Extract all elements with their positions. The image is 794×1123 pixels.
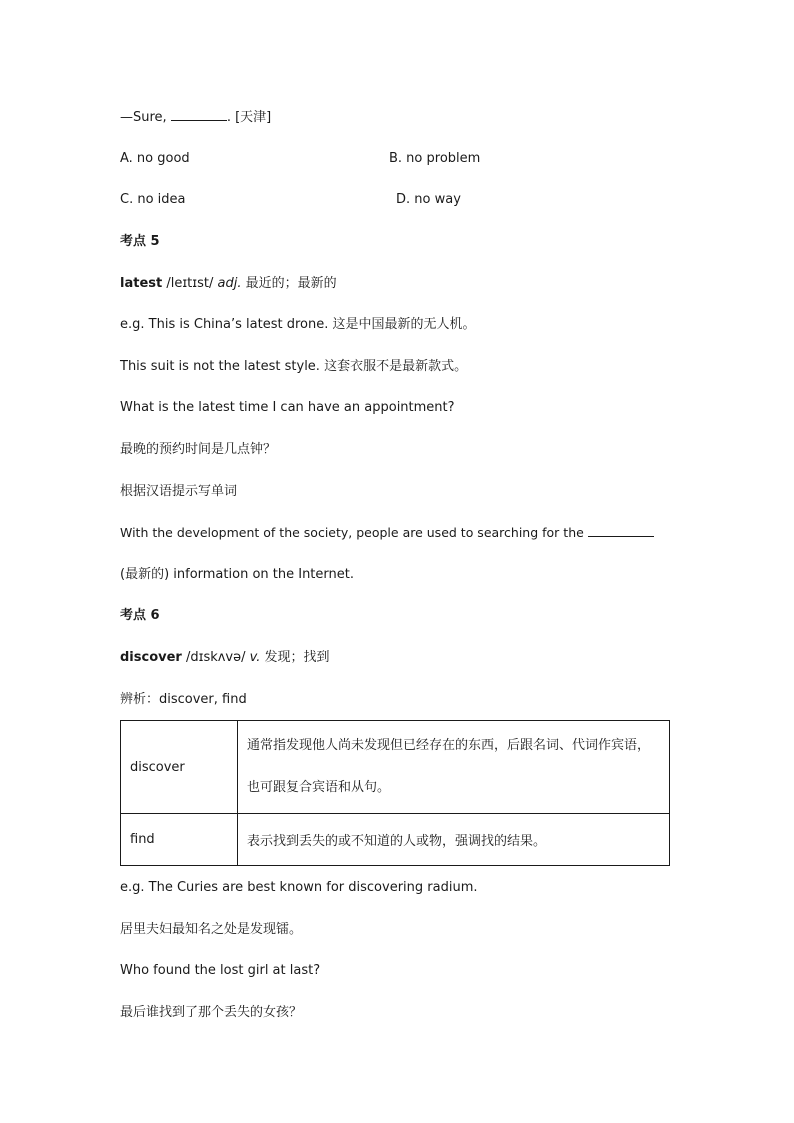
definition: 最近的；最新的 <box>241 276 337 291</box>
desc-line: 通常指发现他人尚未发现但已经存在的东西，后跟名词、代词作宾语， <box>247 738 651 753</box>
section-heading-6: 考点 6 <box>120 608 160 623</box>
definition: 发现；找到 <box>260 650 330 665</box>
headword: discover <box>120 650 182 665</box>
question-stem <box>120 108 271 127</box>
example-translation: 最晚的预约时间是几点钟？ <box>120 442 277 457</box>
fill-in-sentence-cont: (最新的) information on the Internet. <box>120 567 354 582</box>
option-a: A. no good <box>120 151 190 166</box>
desc-line: 也可跟复合宾语和从句。 <box>247 780 391 795</box>
exercise-instruction: 根据汉语提示写单词 <box>120 484 238 499</box>
analysis-heading: 辨析：discover, find <box>120 692 247 707</box>
example-sentence: What is the latest time I can have an appointment? <box>120 400 455 415</box>
phonetic: /leɪtɪst/ <box>162 276 218 291</box>
comparison-table <box>120 720 670 866</box>
fill-in-text: With the development of the society, people are used to searching for the <box>120 525 588 540</box>
table-cell-word: discover <box>121 721 238 814</box>
option-d: D. no way <box>396 192 461 207</box>
option-b: B. no problem <box>389 151 481 166</box>
table-row <box>121 814 670 866</box>
fill-in-sentence <box>120 524 654 542</box>
section-heading-5: 考点 5 <box>120 234 160 249</box>
headword: latest <box>120 276 163 291</box>
answer-blank <box>171 108 227 121</box>
phonetic: /dɪskʌvə/ <box>181 650 250 665</box>
example-sentence: This suit is not the latest style. 这套衣服不是最新款式。 <box>120 359 468 374</box>
table-row <box>121 721 670 814</box>
example-sentence: Who found the lost girl at last? <box>120 963 321 978</box>
table-cell-desc <box>238 721 670 814</box>
vocab-entry-discover <box>120 649 330 667</box>
answer-blank <box>588 524 654 537</box>
table-cell-word: find <box>121 814 238 866</box>
question-source: . [天津] <box>226 110 272 125</box>
question-text: —Sure, <box>120 110 171 125</box>
example-translation: 最后谁找到了那个丢失的女孩？ <box>120 1005 303 1020</box>
example-sentence: e.g. The Curies are best known for discovering radium. <box>120 880 478 895</box>
example-translation: 居里夫妇最知名之处是发现镭。 <box>120 922 303 937</box>
part-of-speech: adj. <box>217 276 242 291</box>
vocab-entry-latest <box>120 275 337 293</box>
example-sentence: e.g. This is China’s latest drone. 这是中国最新的无人机。 <box>120 317 476 332</box>
option-c: C. no idea <box>120 192 186 207</box>
table-cell-desc: 表示找到丢失的或不知道的人或物，强调找的结果。 <box>238 814 670 866</box>
part-of-speech: v. <box>249 650 261 665</box>
